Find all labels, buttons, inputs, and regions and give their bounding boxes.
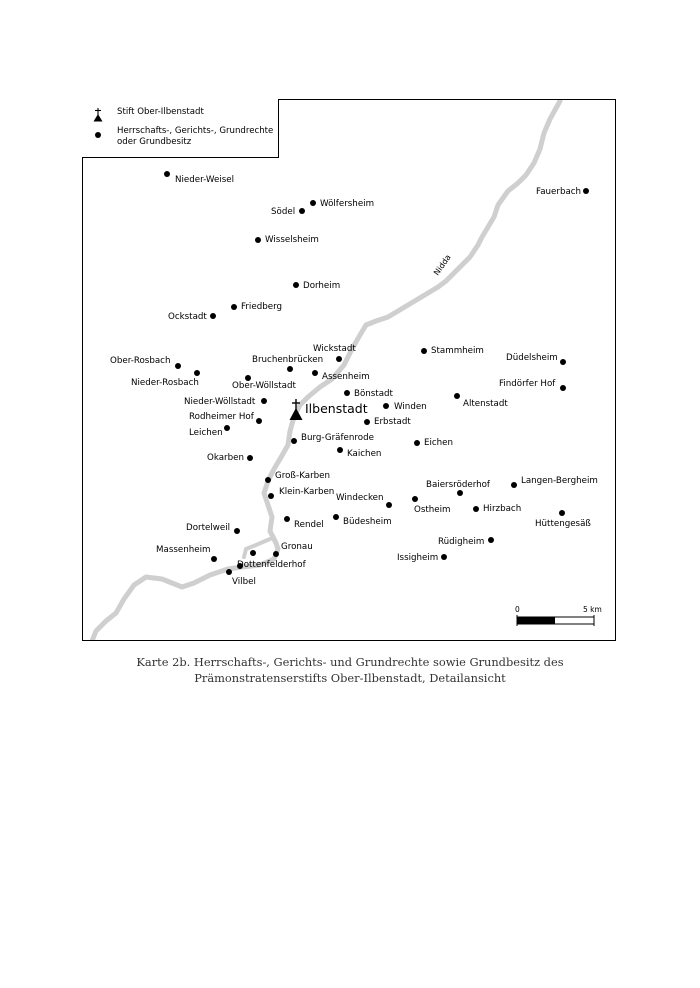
place-dot	[164, 171, 170, 177]
place-label-klein-karben: Klein-Karben	[279, 487, 335, 497]
scale-label-end: 5 km	[583, 605, 602, 614]
place-label-ober-woellstadt: Ober-Wöllstadt	[232, 381, 296, 391]
dot-icon	[92, 132, 104, 138]
place-label-nieder-weisel: Nieder-Weisel	[175, 175, 235, 185]
place-label-soedel: Södel	[271, 207, 296, 217]
place-dot	[454, 393, 460, 399]
abbey-cross-icon	[289, 399, 303, 425]
place-label-fauerbach: Fauerbach	[536, 187, 582, 197]
river-label: Nidda	[432, 252, 453, 278]
abbey-place-label: Ilbenstadt	[305, 401, 368, 416]
place-label-ober-rosbach: Ober-Rosbach	[110, 356, 171, 366]
place-label-rendel: Rendel	[294, 520, 324, 530]
place-dot	[268, 493, 274, 499]
place-dot	[421, 348, 427, 354]
place-dot	[210, 313, 216, 319]
place-label-leichen: Leichen	[189, 428, 223, 438]
place-label-huettengesaess: Hüttengesäß	[535, 519, 591, 529]
map-caption	[0, 654, 700, 686]
place-label-langen-bergheim: Langen-Bergheim	[521, 476, 598, 486]
place-label-buedesheim: Büdesheim	[343, 517, 392, 527]
place-label-gross-karben: Groß-Karben	[275, 471, 331, 481]
place-label-baiersroederhof: Baiersröderhof	[426, 480, 490, 490]
place-dot	[284, 516, 290, 522]
place-label-nieder-woellstadt: Nieder-Wöllstadt	[184, 397, 256, 407]
place-label-wickstadt: Wickstadt	[313, 344, 356, 354]
place-dot	[583, 188, 589, 194]
place-dot	[560, 385, 566, 391]
place-dot	[211, 556, 217, 562]
place-dot	[560, 359, 566, 365]
legend-abbey-label: Stift Ober-Ilbenstadt	[117, 107, 204, 117]
place-label-massenheim: Massenheim	[156, 545, 211, 555]
place-label-stammheim: Stammheim	[431, 346, 484, 356]
place-label-nieder-rosbach: Nieder-Rosbach	[131, 378, 199, 388]
place-dot	[457, 490, 463, 496]
place-dot	[344, 390, 350, 396]
place-dot	[194, 370, 200, 376]
map-frame	[82, 99, 616, 641]
scale-label-zero: 0	[515, 605, 520, 614]
place-label-okarben: Okarben	[207, 453, 244, 463]
place-dot	[559, 510, 565, 516]
place-label-assenheim: Assenheim	[322, 372, 370, 382]
place-label-winden: Winden	[394, 402, 427, 412]
place-label-boenstadt: Bönstadt	[354, 389, 393, 399]
map-legend	[82, 99, 279, 158]
place-label-erbstadt: Erbstadt	[374, 417, 411, 427]
place-dot	[255, 237, 261, 243]
place-dot	[291, 438, 297, 444]
place-dot	[511, 482, 517, 488]
place-label-rodheimer-hof: Rodheimer Hof	[189, 412, 254, 422]
place-label-duedelsheim: Düdelsheim	[506, 353, 558, 363]
place-dot	[256, 418, 262, 424]
place-dot	[412, 496, 418, 502]
place-label-kaichen: Kaichen	[347, 449, 382, 459]
place-dot	[336, 356, 342, 362]
place-dot	[265, 477, 271, 483]
abbey-cross-icon	[92, 108, 104, 126]
place-dot	[261, 398, 267, 404]
place-dot	[333, 514, 339, 520]
place-label-issigheim: Issigheim	[397, 553, 439, 563]
place-dot	[312, 370, 318, 376]
place-label-vilbel: Vilbel	[232, 577, 256, 587]
place-dot	[247, 455, 253, 461]
place-dot	[299, 208, 305, 214]
place-label-dorheim: Dorheim	[303, 281, 341, 291]
caption-line-1: Karte 2b. Herrschafts-, Gerichts- und Grundrechte sowie Grundbesitz des	[136, 655, 564, 669]
place-dot	[386, 502, 392, 508]
legend-rights-line2: oder Grundbesitz	[117, 136, 192, 147]
place-dot	[175, 363, 181, 369]
place-label-findoerfer-hof: Findörfer Hof	[499, 379, 556, 389]
place-dot	[337, 447, 343, 453]
place-label-eichen: Eichen	[424, 438, 454, 448]
legend-rights-line1: Herrschafts-, Gerichts-, Grundrechte	[117, 126, 274, 136]
place-dot	[273, 551, 279, 557]
place-dot	[224, 425, 230, 431]
place-dot	[231, 304, 237, 310]
place-label-bruchenbruecken: Bruchenbrücken	[252, 355, 324, 365]
place-label-windecken: Windecken	[336, 493, 384, 503]
place-dot	[287, 366, 293, 372]
place-dot	[414, 440, 420, 446]
place-dot	[310, 200, 316, 206]
place-label-gronau: Gronau	[281, 542, 313, 552]
place-label-friedberg: Friedberg	[241, 302, 283, 312]
place-label-ruedigheim: Rüdigheim	[438, 537, 485, 547]
place-label-ockstadt: Ockstadt	[168, 312, 207, 322]
place-dot	[364, 419, 370, 425]
place-dot	[383, 403, 389, 409]
place-dot	[234, 528, 240, 534]
place-label-altenstadt: Altenstadt	[463, 399, 508, 409]
place-label-dottenfelderhof: Dottenfelderhof	[237, 560, 306, 570]
place-label-dortelweil: Dortelweil	[186, 523, 231, 533]
place-dot	[441, 554, 447, 560]
place-label-woelfersheim: Wölfersheim	[320, 199, 375, 209]
place-label-ostheim: Ostheim	[414, 505, 451, 515]
place-label-wisselsheim: Wisselsheim	[265, 235, 319, 245]
caption-line-2: Prämonstratenserstifts Ober-Ilbenstadt, Detailansicht	[194, 671, 506, 685]
place-dot	[488, 537, 494, 543]
place-label-burg-graefenrode: Burg-Gräfenrode	[301, 433, 374, 443]
place-dot	[473, 506, 479, 512]
place-dot	[293, 282, 299, 288]
place-dot	[226, 569, 232, 575]
place-dot	[250, 550, 256, 556]
place-label-hirzbach: Hirzbach	[483, 504, 522, 514]
